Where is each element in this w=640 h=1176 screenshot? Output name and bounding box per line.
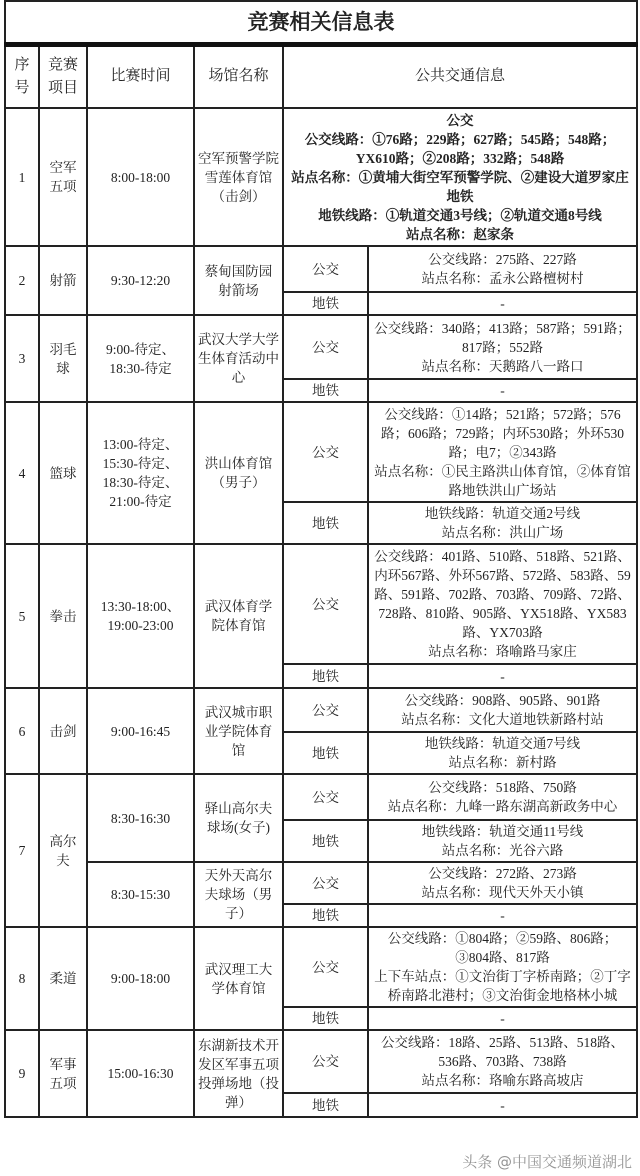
match-time: 9:00-16:45 (87, 688, 194, 774)
table-row (5, 402, 637, 502)
transport-type: 地铁 (283, 379, 368, 402)
venue-name: 天外天高尔 夫球场（男 子） (194, 862, 283, 927)
sport-name: 拳击 (39, 544, 87, 688)
watermark: 头条 @中国交通频道湖北 (462, 1153, 632, 1171)
match-time: 15:00-16:30 (87, 1030, 194, 1117)
row-number: 3 (5, 315, 39, 402)
transport-info: 公交线路：272路、273路 站点名称：现代天外天小镇 (368, 862, 637, 904)
header-time: 比赛时间 (87, 44, 194, 108)
transport-type: 地铁 (283, 292, 368, 315)
row-number: 1 (5, 108, 39, 246)
match-time: 13:00-待定、 15:30-待定、 18:30-待定、 21:00-待定 (87, 402, 194, 544)
transport-type: 公交 (283, 862, 368, 904)
transport-info: 公交线路：①14路；521路；572路；576 路；606路；729路；内环530路；外环530 路；电7；②343路 站点名称：①民主路洪山体育馆，②体育馆 路地铁洪山广场站 (368, 402, 637, 502)
sport-name: 空军 五项 (39, 108, 87, 246)
transport-info: 地铁线路：轨道交通11号线 站点名称：光谷六路 (368, 820, 637, 862)
sport-name: 高尔 夫 (39, 774, 87, 927)
venue-name: 武汉体育学 院体育馆 (194, 544, 283, 688)
header-venue: 场馆名称 (194, 44, 283, 108)
transport-info: 公交线路：340路；413路；587路；591路； 817路；552路 站点名称：天鹅路八一路口 (368, 315, 637, 379)
transport-type: 公交 (283, 402, 368, 502)
row-number: 5 (5, 544, 39, 688)
table-row (5, 108, 637, 246)
transport-info: 地铁线路：轨道交通7号线 站点名称：新村路 (368, 732, 637, 774)
match-time: 8:30-15:30 (87, 862, 194, 927)
sport-name: 军事 五项 (39, 1030, 87, 1117)
match-time: 9:00-待定、 18:30-待定 (87, 315, 194, 402)
row-number: 9 (5, 1030, 39, 1117)
transport-type: 公交 (283, 774, 368, 820)
table-title: 竞赛相关信息表 (5, 1, 637, 44)
transport-info: 公交线路：18路、25路、513路、518路、 536路、703路、738路 站点名称：珞喻东路高坡店 (368, 1030, 637, 1093)
row-number: 4 (5, 402, 39, 544)
transport-type: 公交 (283, 1030, 368, 1093)
venue-name: 东湖新技术开 发区军事五项 投弹场地（投 弹） (194, 1030, 283, 1117)
row-number: 2 (5, 246, 39, 315)
match-time: 13:30-18:00、 19:00-23:00 (87, 544, 194, 688)
transport-info: - (368, 1007, 637, 1030)
venue-name: 洪山体育馆 （男子） (194, 402, 283, 544)
table-row (5, 246, 637, 292)
transport-info: 公交线路：908路、905路、901路 站点名称：文化大道地铁新路村站 (368, 688, 637, 732)
table-row (5, 544, 637, 664)
transport-type: 公交 (283, 688, 368, 732)
transport-info: - (368, 379, 637, 402)
transport-info: - (368, 1093, 637, 1117)
table-row (5, 927, 637, 1007)
match-time: 9:00-18:00 (87, 927, 194, 1030)
transport-type: 地铁 (283, 904, 368, 927)
row-number: 6 (5, 688, 39, 774)
transport-type: 地铁 (283, 820, 368, 862)
transport-type: 公交 (283, 315, 368, 379)
match-time: 8:00-18:00 (87, 108, 194, 246)
transport-info: 公交线路：①804路；②59路、806路； ③804路、817路 上下车站点：①文治街丁字桥南路；②丁字 桥南路北港村；③文治街金地格林小城 (368, 927, 637, 1007)
match-time: 8:30-16:30 (87, 774, 194, 862)
transport-type: 地铁 (283, 502, 368, 544)
sport-name: 柔道 (39, 927, 87, 1030)
venue-name: 空军预警学院 雪莲体育馆 （击剑） (194, 108, 283, 246)
table-row (5, 774, 637, 820)
venue-name: 武汉城市职 业学院体育 馆 (194, 688, 283, 774)
sport-name: 羽毛 球 (39, 315, 87, 402)
venue-name: 蔡甸国防园 射箭场 (194, 246, 283, 315)
row-number: 8 (5, 927, 39, 1030)
venue-name: 武汉理工大 学体育馆 (194, 927, 283, 1030)
table-row (5, 315, 637, 379)
header-number: 序 号 (5, 44, 39, 108)
sport-name: 击剑 (39, 688, 87, 774)
transport-info: 公交线路：401路、510路、518路、521路、 内环567路、外环567路、572路、583路、59 路、591路、702路、703路、709路、72路、 728路、810路、905路、YX518路、YX583 路、YX703路 站点名称：珞喻路马家庄 (368, 544, 637, 664)
transport-type: 公交 (283, 544, 368, 664)
transport-info: 公交线路：275路、227路 站点名称：孟永公路檀树村 (368, 246, 637, 292)
venue-name: 驿山高尔夫 球场(女子) (194, 774, 283, 862)
venue-name: 武汉大学大学 生体育活动中 心 (194, 315, 283, 402)
header-sport: 竞赛 项目 (39, 44, 87, 108)
transport-type: 公交 (283, 246, 368, 292)
transport-type: 地铁 (283, 732, 368, 774)
row-number: 7 (5, 774, 39, 927)
sport-name: 射箭 (39, 246, 87, 315)
transport-info: - (368, 292, 637, 315)
transport-info: - (368, 664, 637, 688)
table-row (5, 1030, 637, 1093)
transport-info: 公交 公交线路：①76路；229路；627路；545路；548路； YX610路；②208路；332路；548路 站点名称：①黄埔大街空军预警学院、②建设大道罗家庄 地铁 地铁线路：①轨道交通3号线；②轨道交通8号线 站点名称：赵家条 (283, 108, 637, 246)
transport-info: 公交线路：518路、750路 站点名称：九峰一路东湖高新政务中心 (368, 774, 637, 820)
match-time: 9:30-12:20 (87, 246, 194, 315)
transport-info: 地铁线路：轨道交通2号线 站点名称：洪山广场 (368, 502, 637, 544)
sport-name: 篮球 (39, 402, 87, 544)
header-transport: 公共交通信息 (283, 44, 637, 108)
transport-type: 地铁 (283, 1093, 368, 1117)
competition-info-table (4, 0, 638, 1118)
transport-type: 公交 (283, 927, 368, 1007)
table-row (5, 862, 637, 904)
transport-type: 地铁 (283, 1007, 368, 1030)
table-row (5, 688, 637, 732)
transport-type: 地铁 (283, 664, 368, 688)
transport-info: - (368, 904, 637, 927)
